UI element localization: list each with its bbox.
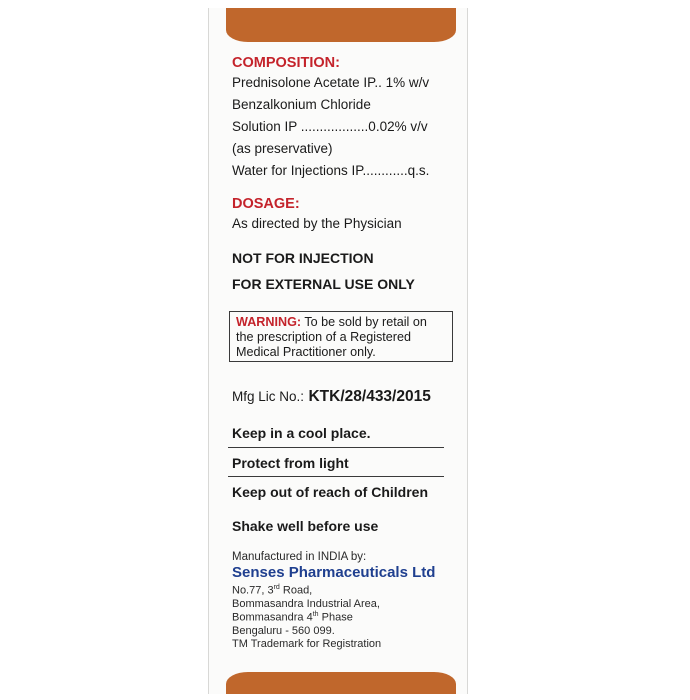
composition-line: Water for Injections IP............q.s. xyxy=(232,163,430,178)
manufacturer-label: Manufactured in INDIA by: xyxy=(232,551,367,563)
carton-top-band xyxy=(226,8,456,42)
external-use-notice: FOR EXTERNAL USE ONLY xyxy=(232,276,415,292)
warning-line-2: the prescription of a Registered xyxy=(236,330,412,344)
manufacturer-address-line xyxy=(232,611,353,624)
storage-instruction: Protect from light xyxy=(232,455,349,471)
warning-label: WARNING: xyxy=(236,315,302,329)
composition-line: Prednisolone Acetate IP.. 1% w/v xyxy=(232,75,430,90)
storage-instruction: Shake well before use xyxy=(232,518,379,534)
address-ordinal: th xyxy=(312,611,319,618)
manufacturer-address-line: Bommasandra Industrial Area, xyxy=(232,598,380,610)
warning-line-1 xyxy=(236,315,427,329)
divider xyxy=(228,447,444,448)
address-text: Bommasandra 4 xyxy=(232,611,313,624)
warning-line-3: Medical Practitioner only. xyxy=(236,345,376,359)
not-for-injection-notice: NOT FOR INJECTION xyxy=(232,250,374,266)
manufacturer-address-line xyxy=(232,584,312,597)
manufacturer-name: Senses Pharmaceuticals Ltd xyxy=(232,564,436,581)
composition-line: Benzalkonium Chloride xyxy=(232,97,371,112)
manufacturer-address-line: Bengaluru - 560 099. xyxy=(232,625,335,637)
address-text: Phase xyxy=(318,611,353,624)
license-line xyxy=(232,388,431,406)
composition-line: (as preservative) xyxy=(232,141,333,156)
warning-text: To be sold by retail on xyxy=(304,315,427,329)
storage-instruction: Keep out of reach of Children xyxy=(232,484,429,500)
license-prefix: Mfg Lic No.: xyxy=(232,389,305,404)
dosage-heading: DOSAGE: xyxy=(232,196,300,212)
composition-heading: COMPOSITION: xyxy=(232,55,340,71)
storage-instruction: Keep in a cool place. xyxy=(232,425,371,441)
address-ordinal: rd xyxy=(273,584,280,591)
divider xyxy=(228,476,444,477)
composition-line: Solution IP ..................0.02% v/v xyxy=(232,119,428,134)
carton-bottom-band xyxy=(226,672,456,694)
address-text: Road, xyxy=(279,584,313,597)
warning-box xyxy=(229,311,453,362)
trademark-note: TM Trademark for Registration xyxy=(232,638,382,650)
license-number: KTK/28/433/2015 xyxy=(308,388,431,405)
dosage-text: As directed by the Physician xyxy=(232,216,402,231)
address-text: No.77, 3 xyxy=(232,584,274,597)
